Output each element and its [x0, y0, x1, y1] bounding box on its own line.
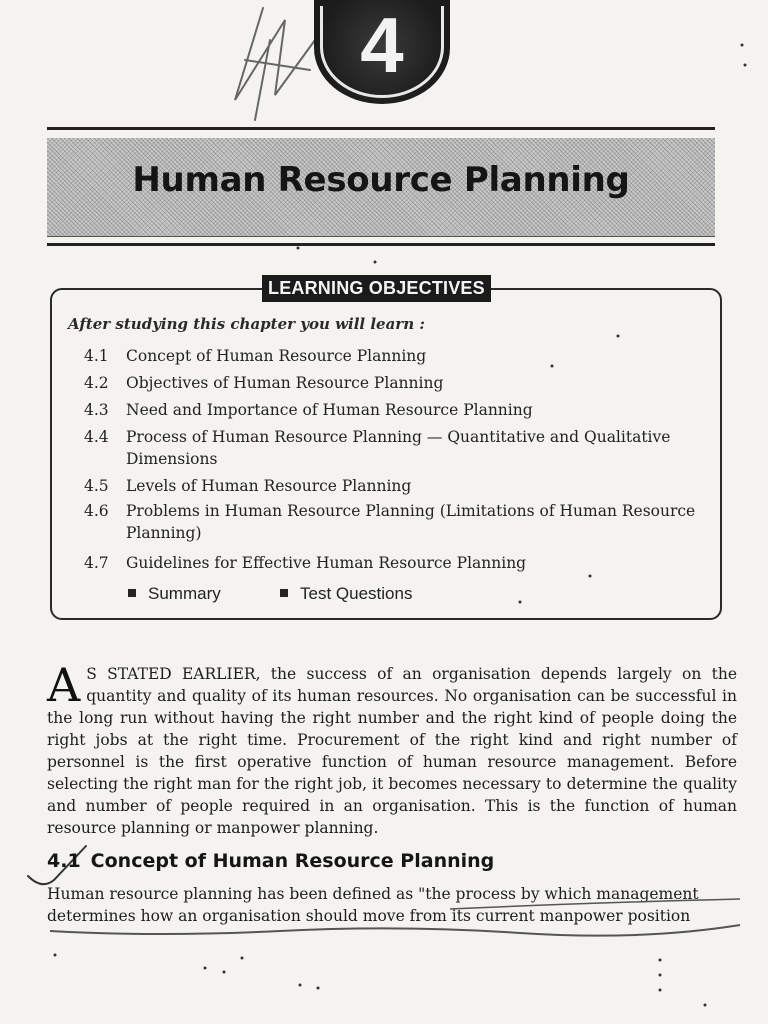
extra-summary: Summary [128, 584, 221, 604]
objective-number: 4.5 [84, 477, 109, 495]
pen-underline [40, 895, 760, 940]
square-bullet-icon [280, 589, 288, 597]
objective-text: Concept of Human Resource Planning [126, 347, 427, 365]
section-title: Concept of Human Resource Planning [90, 850, 495, 872]
objective-number: 4.4 [84, 428, 109, 446]
objective-text: Need and Importance of Human Resource Planning [126, 401, 533, 419]
objective-number: 4.1 [84, 347, 109, 365]
objective-text: Guidelines for Effective Human Resource Planning [126, 554, 527, 572]
extra-test-questions: Test Questions [280, 584, 412, 604]
chapter-number: 4 [360, 1, 404, 89]
objective-text: Objectives of Human Resource Planning [126, 374, 444, 392]
learning-objectives-intro: After studying this chapter you will learn : [68, 315, 425, 333]
section-number: 4.1 [47, 850, 81, 872]
chapter-badge [314, 0, 450, 104]
square-bullet-icon [128, 589, 136, 597]
intro-paragraph [47, 658, 737, 839]
objective-text: Levels of Human Resource Planning [126, 477, 412, 495]
objective-number: 4.7 [84, 554, 109, 572]
objective-text: Problems in Human Resource Planning (Limitations of Human Resource Planning) [126, 502, 696, 542]
intro-text: S STATED EARLIER, the success of an organisation depends largely on the quantity and quality of its human resources. No organisation can be successful in the long run without having the right number and the right kind of people doing the right jobs at the right time. Procurement of the right kind and right number of personnel is the first operative function of human resource management. Before selecting the right man for the right job, it becomes necessary to determine the quality and number of people required in an organisation. This is the function of human resource planning or manpower planning. [47, 665, 737, 837]
pen-scribble [215, 0, 325, 140]
chapter-title-band [47, 127, 715, 246]
objective-number: 4.2 [84, 374, 109, 392]
objective-text: Process of Human Resource Planning — Quantitative and Qualitative Dimensions [126, 428, 671, 468]
section-heading [47, 850, 494, 872]
learning-objectives-label: LEARNING OBJECTIVES [262, 275, 491, 302]
objective-number: 4.6 [84, 502, 109, 520]
section-paragraph: Human resource planning has been defined as "the process by which management determines how an organisation should move from its current manpower position [47, 885, 699, 925]
chapter-title: Human Resource Planning [132, 160, 630, 200]
objective-number: 4.3 [84, 401, 109, 419]
drop-cap: A [47, 658, 81, 712]
